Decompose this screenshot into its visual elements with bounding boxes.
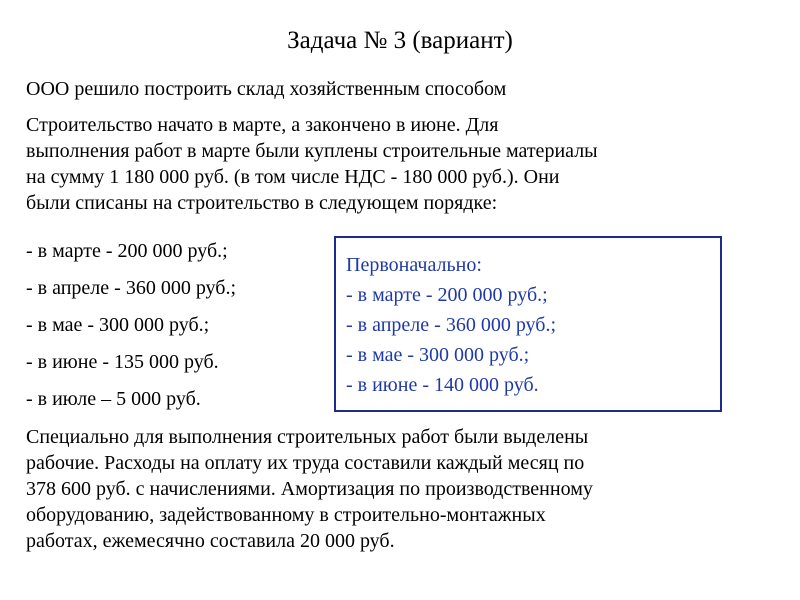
- page-title: Задача № 3 (вариант): [287, 27, 513, 54]
- paragraph-line: были списаны на строительство в следующем порядке:: [26, 192, 498, 214]
- paragraph-line: Строительство начато в марте, а закончено в июне. Для: [26, 114, 499, 136]
- schedule-item-july: - в июле – 5 000 руб.: [26, 388, 201, 410]
- initial-plan-item: - в мае - 300 000 руб.;: [346, 344, 530, 366]
- initial-plan-item: - в июне - 140 000 руб.: [346, 374, 539, 396]
- paragraph-labor: [26, 424, 766, 554]
- initial-plan-item: - в апреле - 360 000 руб.;: [346, 314, 557, 336]
- initial-plan-item: - в марте - 200 000 руб.;: [346, 284, 548, 306]
- paragraph-materials: [26, 112, 766, 216]
- paragraph-line: Специально для выполнения строительных работ были выделены: [26, 426, 589, 448]
- schedule-item-march: - в марте - 200 000 руб.;: [26, 240, 228, 262]
- schedule-item-may: - в мае - 300 000 руб.;: [26, 314, 210, 336]
- paragraph-line: оборудованию, задействованному в строительно-монтажных: [26, 504, 546, 526]
- intro-text: ООО решило построить склад хозяйственным способом: [26, 78, 507, 100]
- schedule-item-june: - в июне - 135 000 руб.: [26, 351, 219, 373]
- paragraph-line: работах, ежемесячно составила 20 000 руб.: [26, 530, 395, 552]
- paragraph-line: выполнения работ в марте были куплены строительные материалы: [26, 140, 598, 162]
- paragraph-line: рабочие. Расходы на оплату их труда составили каждый месяц по: [26, 452, 585, 474]
- schedule-item-april: - в апреле - 360 000 руб.;: [26, 277, 237, 299]
- paragraph-line: на сумму 1 180 000 руб. (в том числе НДС - 180 000 руб.). Они: [26, 166, 560, 188]
- initial-plan-box: [334, 236, 722, 412]
- initial-plan-heading: Первоначально:: [346, 254, 482, 276]
- paragraph-line: 378 600 руб. с начислениями. Амортизация по производственному: [26, 478, 593, 500]
